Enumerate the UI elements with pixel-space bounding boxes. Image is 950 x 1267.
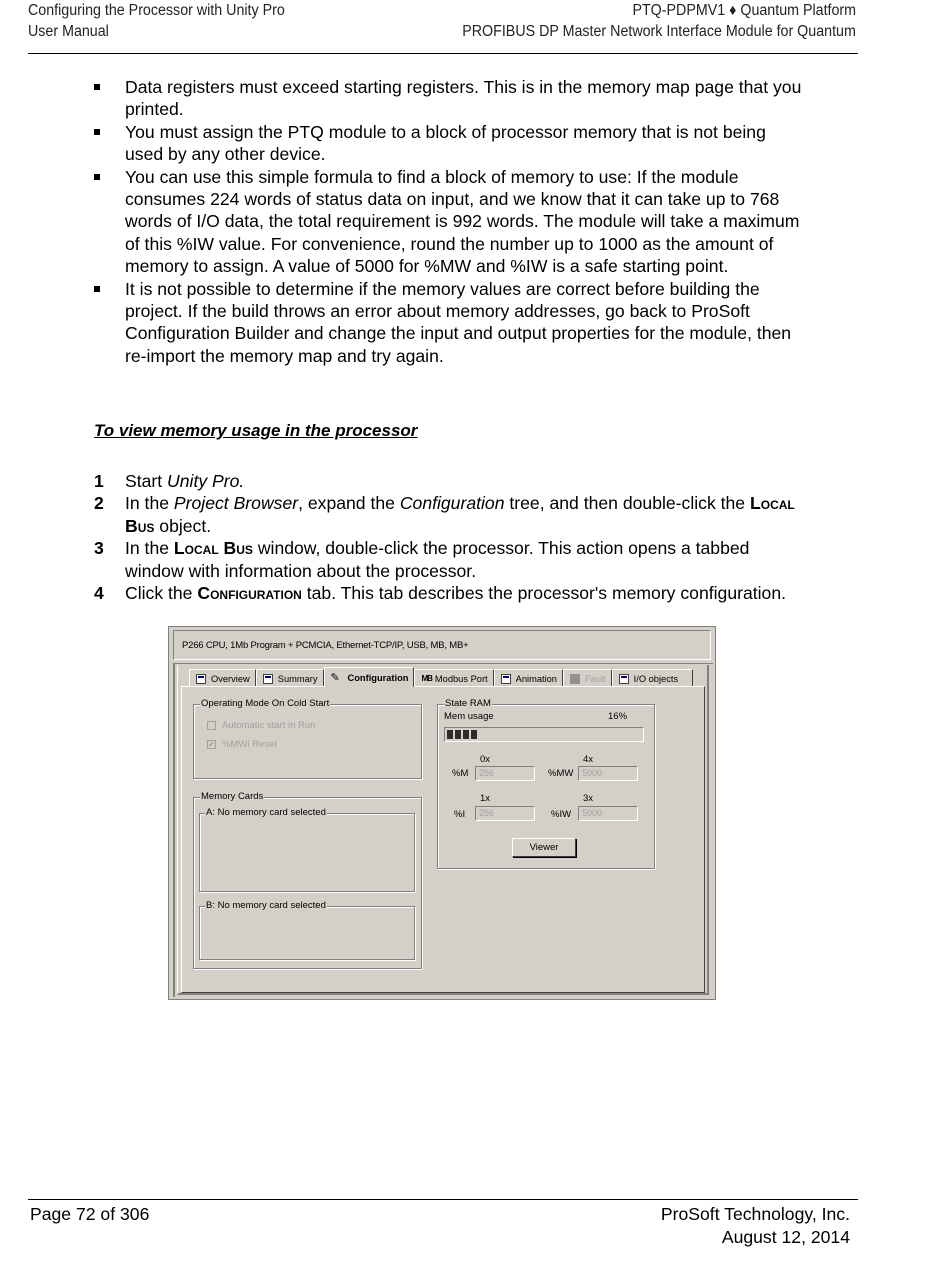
viewer-button[interactable]: Viewer [512, 838, 576, 857]
configuration-panel [181, 686, 705, 993]
footer-company: ProSoft Technology, Inc. [660, 1204, 850, 1224]
procedure-title: To view memory usage in the processor [94, 421, 418, 440]
checkmark-icon: ✓ [208, 740, 215, 749]
header-product-description: PROFIBUS DP Master Network Interface Module for Quantum [462, 23, 856, 40]
progress-segment [455, 730, 461, 739]
tab-fault[interactable]: Fault [563, 669, 612, 687]
mw-address-prefix: 4x [583, 754, 594, 765]
step-item: 1 Start Unity Pro. [94, 471, 245, 491]
state-ram-title: State RAM [445, 698, 491, 709]
state-ram-group [437, 698, 655, 869]
document-icon [619, 674, 629, 684]
step-number: 3 [94, 538, 104, 559]
document-icon [263, 674, 273, 684]
m-label: %M [452, 768, 469, 779]
progress-segment [463, 730, 469, 739]
footer-date: August 12, 2014 [721, 1227, 850, 1247]
wrench-icon: ✎ [330, 671, 340, 684]
list-item: You can use this simple formula to find a block of memory to use: If the module consumes 224 words of status data on input, and we know that it can take up to 768 words of I/O data, the total requirement is 992 words. The module will take a maximum of this %IW value. For convenience, round the number up to 1000 as the amount of memory to assign. A value of 5000 for %MW and %IW is a safe starting point. [94, 166, 804, 278]
list-item: It is not possible to determine if the memory values are correct before building the project. If the build throws an error about memory addresses, go back to ProSoft Configuration Builder and change the input and output properties for the module, then re-import the memory map and try again. [94, 278, 804, 368]
operating-mode-group [193, 698, 422, 779]
auto-start-run-checkbox[interactable]: Automatic start in Run [207, 720, 315, 731]
steps-list [94, 470, 804, 604]
fault-icon [570, 674, 580, 684]
memory-card-b [199, 900, 415, 960]
list-item: You must assign the PTQ module to a block of processor memory that is not being used by any other device. [94, 121, 804, 166]
header-manual-type: User Manual [28, 23, 109, 40]
tab-summary[interactable]: Summary [256, 669, 324, 687]
bullet-square-icon [94, 174, 100, 180]
footer-rule [28, 1199, 858, 1200]
i-label: %I [454, 809, 466, 820]
mw-label: %MW [548, 768, 574, 779]
m-value-field[interactable]: 256 [475, 766, 535, 781]
notes-list [94, 76, 804, 367]
iw-value-field[interactable]: 5000 [578, 806, 638, 821]
mem-usage-bar [444, 727, 644, 742]
memory-cards-title: Memory Cards [201, 791, 264, 802]
processor-config-dialog [168, 626, 716, 1000]
header-rule [28, 53, 858, 54]
mem-usage-label: Mem usage [444, 711, 494, 722]
checkbox-icon [207, 721, 216, 730]
mw-value-field[interactable]: 5000 [578, 766, 638, 781]
document-icon [196, 674, 206, 684]
step-number: 2 [94, 493, 104, 514]
cpu-description: P266 CPU, 1Mb Program + PCMCIA, Ethernet-TCP/IP, USB, MB, MB+ [173, 630, 711, 660]
bullet-square-icon [94, 129, 100, 135]
memory-cards-group [193, 791, 422, 969]
memory-card-a-label: A: No memory card selected [206, 807, 326, 818]
step-item: 3 In the Local Bus window, double-click the processor. This action opens a tabbed window with information about the processor. [94, 538, 750, 581]
progress-segment [447, 730, 453, 739]
tab-modbus-port[interactable]: MB Modbus Port [414, 669, 493, 687]
bullet-square-icon [94, 286, 100, 292]
header-chapter-title: Configuring the Processor with Unity Pro [28, 2, 285, 19]
bullet-square-icon [94, 84, 100, 90]
tab-bar [189, 667, 693, 686]
step-item: 4 Click the Configuration tab. This tab describes the processor's memory configuration. [94, 583, 786, 604]
memory-card-a [199, 807, 415, 892]
tab-overview[interactable]: Overview [189, 669, 256, 687]
iw-label: %IW [551, 809, 572, 820]
tab-animation[interactable]: Animation [494, 669, 563, 687]
m-address-prefix: 0x [480, 754, 491, 765]
mw-reset-checkbox[interactable]: ✓ %MWi Reset [208, 739, 277, 750]
i-address-prefix: 1x [480, 793, 491, 804]
step-item: 2 In the Project Browser, expand the Configuration tree, and then double-click the Local Bus object. [94, 493, 795, 536]
i-value-field[interactable]: 256 [475, 806, 535, 821]
iw-address-prefix: 3x [583, 793, 594, 804]
tab-io-objects[interactable]: I/O objects [612, 669, 693, 687]
header-product: PTQ-PDPMV1 ♦ Quantum Platform [632, 2, 856, 19]
page-number: Page 72 of 306 [30, 1204, 150, 1224]
document-icon [501, 674, 511, 684]
memory-card-b-label: B: No memory card selected [206, 900, 326, 911]
step-number: 4 [94, 583, 104, 604]
tab-configuration[interactable]: ✎ Configuration [324, 667, 415, 687]
step-number: 1 [94, 471, 104, 491]
list-item: Data registers must exceed starting registers. This is in the memory map page that you printed. [94, 76, 804, 121]
progress-segment [471, 730, 477, 739]
modbus-icon: MB [421, 674, 432, 683]
mem-usage-value: 16% [608, 711, 628, 722]
operating-mode-title: Operating Mode On Cold Start [201, 698, 330, 709]
